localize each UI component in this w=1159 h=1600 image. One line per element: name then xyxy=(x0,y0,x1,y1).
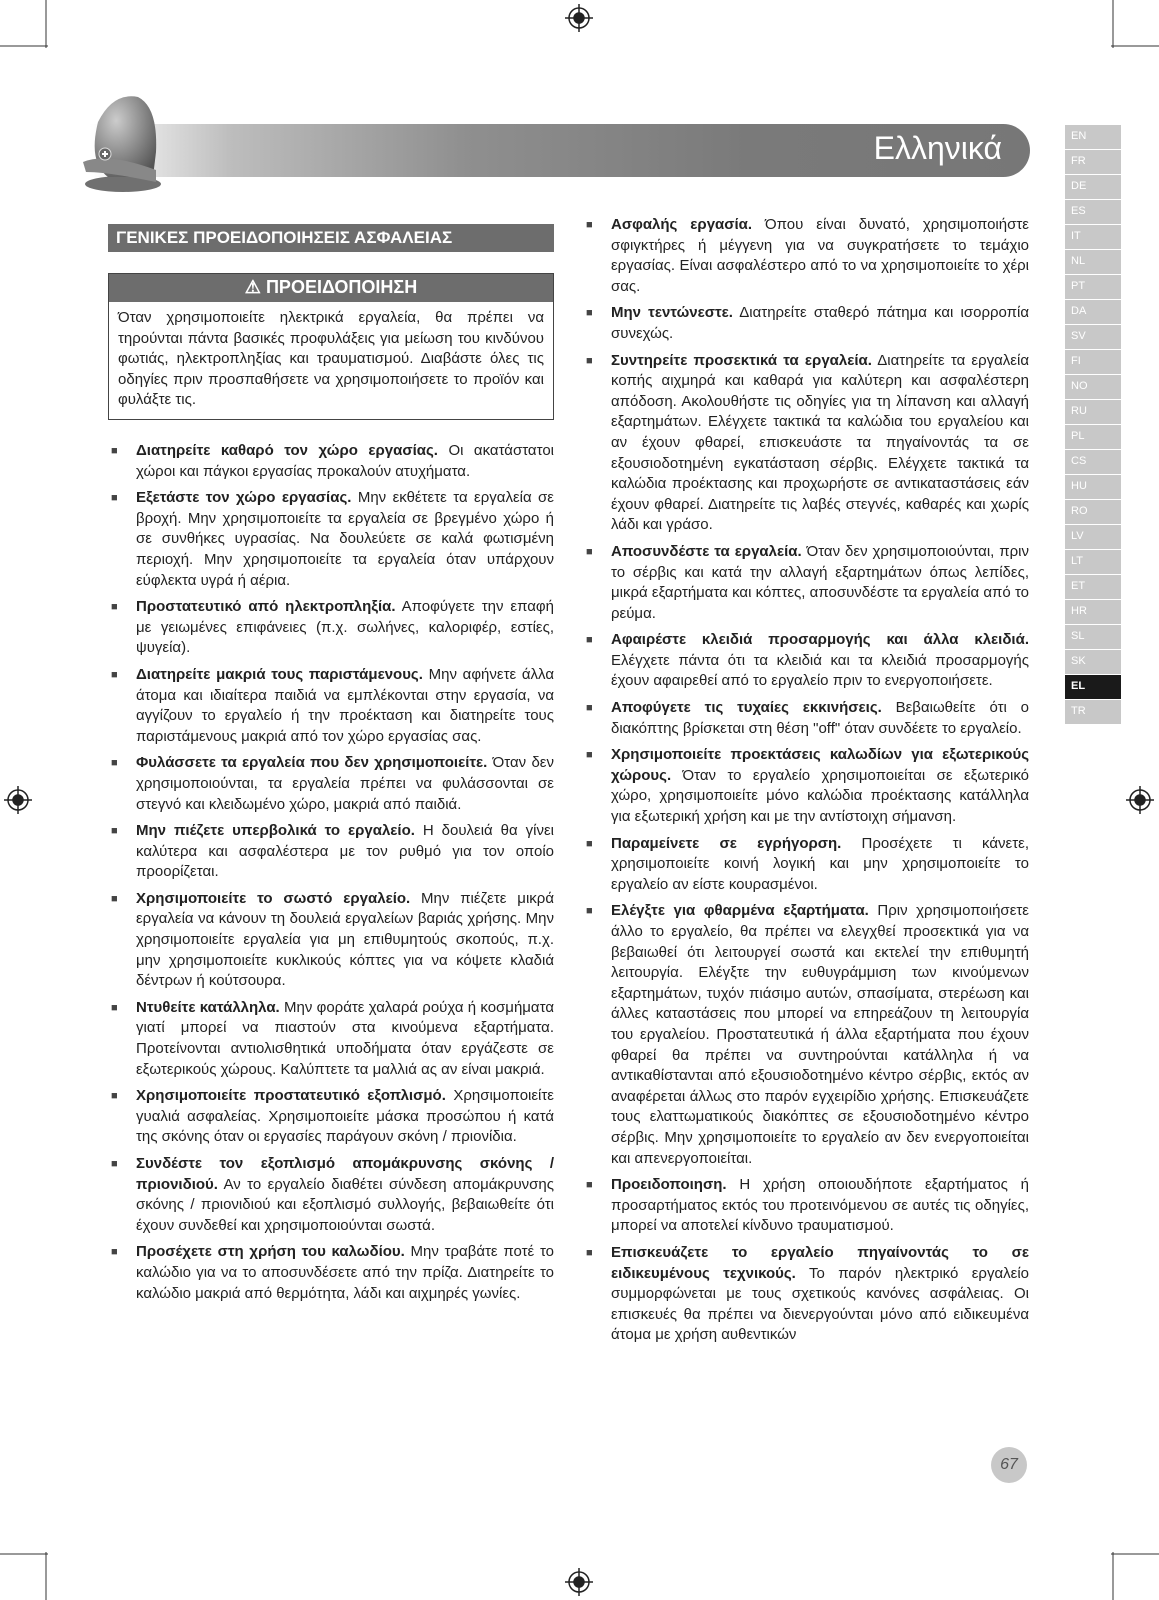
list-item xyxy=(583,1243,1029,1346)
list-item xyxy=(108,1154,554,1236)
list-item xyxy=(108,441,554,482)
item-text: Το παρόν ηλεκτρικό εργαλείο συμμορφώνεται με τους σχετικούς κανόνες ασφάλειας. Οι επισκευές θα πρέπει να διενεργούνται μόνο από ειδικευμένα άτομα με χρήση αυθεντικών xyxy=(611,1264,1029,1344)
item-text: Ελέγχετε πάντα ότι τα κλειδιά και τα κλειδιά προσαρμογής έχουν αφαιρεθεί από το εργαλείο πριν το ενεργοποιήσετε. xyxy=(611,651,1029,690)
bullet-square-icon: ■ xyxy=(586,634,593,647)
bullet-square-icon: ■ xyxy=(111,492,118,505)
list-item xyxy=(583,630,1029,692)
language-tab-sv[interactable]: SV xyxy=(1065,325,1121,349)
item-text: Βεβαιωθείτε ότι ο διακόπτης βρίσκεται στη θέση "off" όταν συνδέετε το εργαλείο. xyxy=(611,699,1030,737)
item-heading: Ντυθείτε κατάλληλα. xyxy=(136,998,280,1016)
item-text: Μην τραβάτε ποτέ το καλώδιο για να το αποσυνδέσετε από την πρίζα. Διατηρείτε το καλώδιο μακριά από θερμότητα, λάδι και αιχμηρές γωνίες. xyxy=(136,1243,554,1302)
warning-title: ΠΡΟΕΙΔΟΠΟΙΗΣΗ xyxy=(265,277,418,297)
bullet-square-icon: ■ xyxy=(111,668,118,681)
language-tab-hu[interactable]: HU xyxy=(1065,475,1121,499)
list-item xyxy=(108,753,554,815)
list-item xyxy=(583,834,1029,896)
language-tab-it[interactable]: IT xyxy=(1065,225,1121,249)
item-text: Όπου είναι δυνατό, χρησιμοποιήστε σφιγκτήρες ή μέγγενη για να συγκρατήσετε το τεμάχιο εργασίας. Είναι ασφαλέστερο από το να χρησιμοποιείτε το χέρι σας. xyxy=(611,216,1029,295)
item-text: Μην αφήνετε άλλα άτομα και ιδιαίτερα παιδιά να εμπλέκονται στην εργασία, να αγγίζουν το εργαλείο ή την προέκταση και διατηρείτε τους παριστάμενους μακριά από τον χώρο εργασίας σας. xyxy=(136,665,554,745)
warning-box xyxy=(108,273,554,420)
banner-title: Ελληνικά xyxy=(873,130,1002,166)
page-number: 67 xyxy=(991,1447,1027,1483)
language-tab-pl[interactable]: PL xyxy=(1065,425,1121,449)
bullet-square-icon: ■ xyxy=(586,307,593,320)
item-text: Όταν δεν χρησιμοποιούνται, τα εργαλεία πρέπει να φυλάσσονται σε στεγνό και κλειδωμένο χώρο, μακριά από παιδιά. xyxy=(136,754,554,813)
item-heading: Ασφαλής εργασία. xyxy=(611,216,753,233)
bullet-square-icon: ■ xyxy=(586,702,593,715)
item-heading: Διατηρείτε μακριά τους παριστάμενους. xyxy=(136,665,423,683)
bullet-square-icon: ■ xyxy=(586,837,593,850)
language-tab-lt[interactable]: LT xyxy=(1065,550,1121,574)
language-tab-nl[interactable]: NL xyxy=(1065,250,1121,274)
language-tab-pt[interactable]: PT xyxy=(1065,275,1121,299)
bullet-square-icon: ■ xyxy=(111,601,118,614)
list-item xyxy=(583,1175,1029,1237)
bullet-square-icon: ■ xyxy=(586,1179,593,1192)
language-tab-sl[interactable]: SL xyxy=(1065,625,1121,649)
list-item xyxy=(108,665,554,747)
bullet-square-icon: ■ xyxy=(586,1246,593,1259)
item-heading: Αποσυνδέστε τα εργαλεία. xyxy=(611,542,802,560)
item-heading: Συνδέστε τον εξοπλισμό απομάκρυνσης σκόνης / πριονιδιού. xyxy=(136,1155,554,1193)
item-heading: Χρησιμοποιείτε το σωστό εργαλείο. xyxy=(136,889,411,907)
item-text: Όταν δεν χρησιμοποιούνται, πριν το σέρβις και κατά την αλλαγή εξαρτημάτων όπως λεπίδες, μικρά εξαρτήματα και κόπτες, αποσυνδέστε τα εργαλεία από το ρεύμα. xyxy=(611,542,1029,622)
item-text: Μην φοράτε χαλαρά ρούχα ή κοσμήματα γιατί μπορεί να πιαστούν στα κινούμενα εξαρτήματα. Προτείνονται αντιολισθητικά υποδήματα όταν εργάζεστε σε εξωτερικούς χώρους. Καλύπτετε τα μαλλιά ας αν είναι μακριά. xyxy=(136,998,554,1078)
language-tab-hr[interactable]: HR xyxy=(1065,600,1121,624)
item-text: Διατηρείτε σταθερό πάτημα και ισορροπία συνεχώς. xyxy=(611,304,1029,342)
language-tab-no[interactable]: NO xyxy=(1065,375,1121,399)
warning-text: Όταν χρησιμοποιείτε ηλεκτρικά εργαλεία, θα πρέπει να τηρούνται πάντα βασικές προφυλάξεις για μείωση του κινδύνου φωτιάς, ηλεκτροπληξίας και τραυματισμού. Διαβάστε όλες τις οδηγίες πριν προσπαθήσετε να χρησιμοποιήσετε το προϊόν και φυλάξτε τις. xyxy=(118,309,544,408)
bullet-square-icon: ■ xyxy=(111,892,118,905)
item-heading: Ελέγξτε για φθαρμένα εξαρτήματα. xyxy=(611,902,869,920)
item-heading: Προσέχετε στη χρήση του καλωδίου. xyxy=(136,1243,405,1261)
language-tab-et[interactable]: ET xyxy=(1065,575,1121,599)
warning-header xyxy=(109,274,553,302)
list-item xyxy=(108,889,554,992)
item-heading: Επισκευάζετε το εργαλείο πηγαίνοντάς το σε ειδικευμένους τεχνικούς. xyxy=(611,1243,1029,1282)
list-item xyxy=(108,597,554,659)
bullet-square-icon: ■ xyxy=(111,1090,118,1103)
item-text: Αν το εργαλείο διαθέτει σύνδεση απομάκρυνσης σκόνης / πριονιδιού και εξοπλισμό συλλογής, βεβαιωθείτε ότι έχουν συνδεθεί και χρησιμοποιούνται σωστά. xyxy=(136,1175,554,1234)
list-item xyxy=(583,215,1029,297)
item-heading: Φυλάσσετε τα εργαλεία που δεν χρησιμοποιείτε. xyxy=(136,754,488,772)
language-tab-de[interactable]: DE xyxy=(1065,175,1121,199)
language-tab-ru[interactable]: RU xyxy=(1065,400,1121,424)
item-text: Όταν το εργαλείο χρησιμοποιείται σε εξωτερικό χώρο, χρησιμοποιείτε μόνο καλώδια προέκτασης κατάλληλα για εξωτερική χρήση και με την αντίστοιχη σήμανση. xyxy=(611,766,1029,826)
list-item xyxy=(583,542,1029,624)
item-text: Μην εκθέτετε τα εργαλεία σε βροχή. Μην χρησιμοποιείτε τα εργαλεία σε βρεγμένο χώρο ή σε συνθήκες υγρασίας. Να δουλεύετε σε καλά φωτισμένη περιοχή. Μην χρησιμοποιείτε τα εργαλεία όταν υπάρχουν εύφλεκτα υγρά ή αέρια. xyxy=(136,489,554,589)
bullet-square-icon: ■ xyxy=(111,445,118,457)
item-text: Πριν χρησιμοποιήσετε άλλο το εργαλείο, θα πρέπει να ελεγχθεί προσεκτικά για να βεβαιωθεί ότι λειτουργεί σωστά και εκτελεί την επιθυμητή λειτουργία. Ελέγξτε την ευθυγράμμιση των κινούμενων εξαρτημάτων, τυχόν πιάσιμο αυτών, σπασίματα, στερέωση και άλλες καταστάσεις που μπορεί να επηρεάζουν τη λειτουργία του εργαλείου. Προστατευτικά ή άλλα εξαρτήματα που έχουν φθαρεί θα πρέπει να συντηρούνται κατάλληλα ή να αντικαθίστανται από εξουσιοδοτημένο κέντρο σέρβις, εκτός αν αναφέρεται άλλως στο παρόν εγχειρίδιο χρήσης. Επισκευάζετε τους ελαττωματικούς διακόπτες σε εξουσιοδοτημένο κέντρο σέρβις. Μην χρησιμοποιείτε το εργαλείο αν δεν ενεργοποιείται και απενεργοποιείται. xyxy=(611,902,1029,1167)
language-tab-sk[interactable]: SK xyxy=(1065,650,1121,674)
bullet-square-icon: ■ xyxy=(111,757,118,770)
language-tab-en[interactable]: EN xyxy=(1065,125,1121,149)
right-safety-list xyxy=(583,215,1029,1352)
list-item xyxy=(583,901,1029,1169)
list-item xyxy=(583,303,1029,344)
bullet-square-icon: ■ xyxy=(111,1246,118,1259)
language-tab-fi[interactable]: FI xyxy=(1065,350,1121,374)
item-text: Χρησιμοποιείτε γυαλιά ασφαλείας. Χρησιμοποιείτε μάσκα προσώπου ή κατά της σκόνης όταν οι εργασίες παράγουν σκόνη / πριονίδια. xyxy=(136,1087,554,1146)
item-text: Προσέχετε τι κάνετε, χρησιμοποιείτε κοινή λογική και μην χρησιμοποιείτε το εργαλείο αν είστε κουρασμένοι. xyxy=(611,834,1029,893)
language-tab-fr[interactable]: FR xyxy=(1065,150,1121,174)
bullet-square-icon: ■ xyxy=(586,905,593,918)
list-item xyxy=(583,698,1029,739)
bullet-square-icon: ■ xyxy=(586,219,593,231)
item-text: Η δουλειά θα γίνει καλύτερα και ασφαλέστερα με τον ρυθμό για τον οποίο προορίζεται. xyxy=(136,822,554,881)
safety-helmet-icon xyxy=(78,92,188,202)
bullet-square-icon: ■ xyxy=(111,825,118,838)
list-item xyxy=(583,745,1029,827)
item-heading: Αποφύγετε τις τυχαίες εκκινήσεις. xyxy=(611,699,882,717)
language-tab-es[interactable]: ES xyxy=(1065,200,1121,224)
list-item xyxy=(583,351,1029,536)
left-safety-list xyxy=(108,441,554,1310)
item-heading: Διατηρείτε καθαρό τον χώρο εργασίας. xyxy=(136,442,438,459)
language-tab-ro[interactable]: RO xyxy=(1065,500,1121,524)
list-item xyxy=(108,821,554,883)
language-tab-tr[interactable]: TR xyxy=(1065,700,1121,724)
item-heading: Χρησιμοποιείτε προστατευτικό εξοπλισμό. xyxy=(136,1087,446,1105)
list-item xyxy=(108,488,554,591)
language-tabs xyxy=(1065,125,1121,725)
language-tab-lv[interactable]: LV xyxy=(1065,525,1121,549)
item-text: Διατηρείτε τα εργαλεία κοπής αιχμηρά και καθαρά για καλύτερη και ασφαλέστερη απόδοση. Ακολουθήστε τις οδηγίες για τη λίπανση και αλλαγή εξαρτημάτων. Ελέγχετε τακτικά τα καλώδια του εργαλείου και αν έχουν φθαρεί, επισκευάστε τα πηγαίνοντάς τα σε εξουσιοδοτημένη εγκατάσταση σέρβις. Ελέγχετε τακτικά τα καλώδια προέκτασης και προχωρήστε σε αντικαταστάσεις εάν έχουν φθαρεί. Διατηρείτε τις λαβές στεγνές, καθαρές και χωρίς λάδι και γράσο. xyxy=(611,351,1029,534)
list-item xyxy=(108,1242,554,1304)
item-heading: Εξετάστε τον χώρο εργασίας. xyxy=(136,489,352,507)
item-text: Οι ακατάστατοι χώροι και πάγκοι εργασίας προκαλούν ατυχήματα. xyxy=(136,442,554,480)
item-text: Η χρήση οποιουδήποτε εξαρτήματος ή προσαρτήματος εκτός του προτεινόμενου σε αυτές τις οδηγίες, μπορεί να αποτελεί κίνδυνο τραυματισμού. xyxy=(611,1176,1029,1235)
language-tab-el[interactable]: EL xyxy=(1065,675,1121,699)
item-heading: Αφαιρέστε κλειδιά προσαρμογής και άλλα κλειδιά. xyxy=(611,631,1029,649)
item-heading: Παραμείνετε σε εγρήγορση. xyxy=(611,834,842,852)
item-heading: Προειδοποιηση. xyxy=(611,1176,727,1194)
bullet-square-icon: ■ xyxy=(111,1158,118,1170)
section-title: ΓΕΝΙΚΕΣ ΠΡΟΕΙΔΟΠΟΙΗΣΕΙΣ ΑΣΦΑΛΕΙΑΣ xyxy=(108,224,554,252)
item-heading: Προστατευτικό από ηλεκτροπληξία. xyxy=(136,598,396,616)
bullet-square-icon: ■ xyxy=(111,1001,118,1014)
bullet-square-icon: ■ xyxy=(586,354,593,367)
item-text: Μην πιέζετε μικρά εργαλεία να κάνουν τη δουλειά εργαλείων βαριάς χρήσης. Μην χρησιμοποιείτε εργαλεία για μη επιθυμητούς σκοπούς, π.χ. μην χρησιμοποιείτε κυκλικούς κόπτες για να κόψετε κλαδιά δέντρων ή κούτσουρα. xyxy=(136,889,554,990)
item-text: Αποφύγετε την επαφή με γειωμένες επιφάνειες (π.χ. σωλήνες, καλοριφέρ, εστίες, ψυγεία). xyxy=(136,598,554,657)
bullet-square-icon: ■ xyxy=(586,749,593,762)
list-item xyxy=(108,1086,554,1148)
language-tab-cs[interactable]: CS xyxy=(1065,450,1121,474)
language-tab-da[interactable]: DA xyxy=(1065,300,1121,324)
warning-triangle-icon: ⚠ xyxy=(244,277,261,297)
item-heading: Χρησιμοποιείτε προεκτάσεις καλωδίων για εξωτερικούς χώρους. xyxy=(611,746,1029,784)
list-item xyxy=(108,998,554,1080)
item-heading: Μην τεντώνεστε. xyxy=(611,304,733,322)
item-heading: Συντηρείτε προσεκτικά τα εργαλεία. xyxy=(611,351,872,369)
item-heading: Μην πιέζετε υπερβολικά το εργαλείο. xyxy=(136,822,415,840)
language-banner xyxy=(90,124,1030,177)
bullet-square-icon: ■ xyxy=(586,545,593,558)
